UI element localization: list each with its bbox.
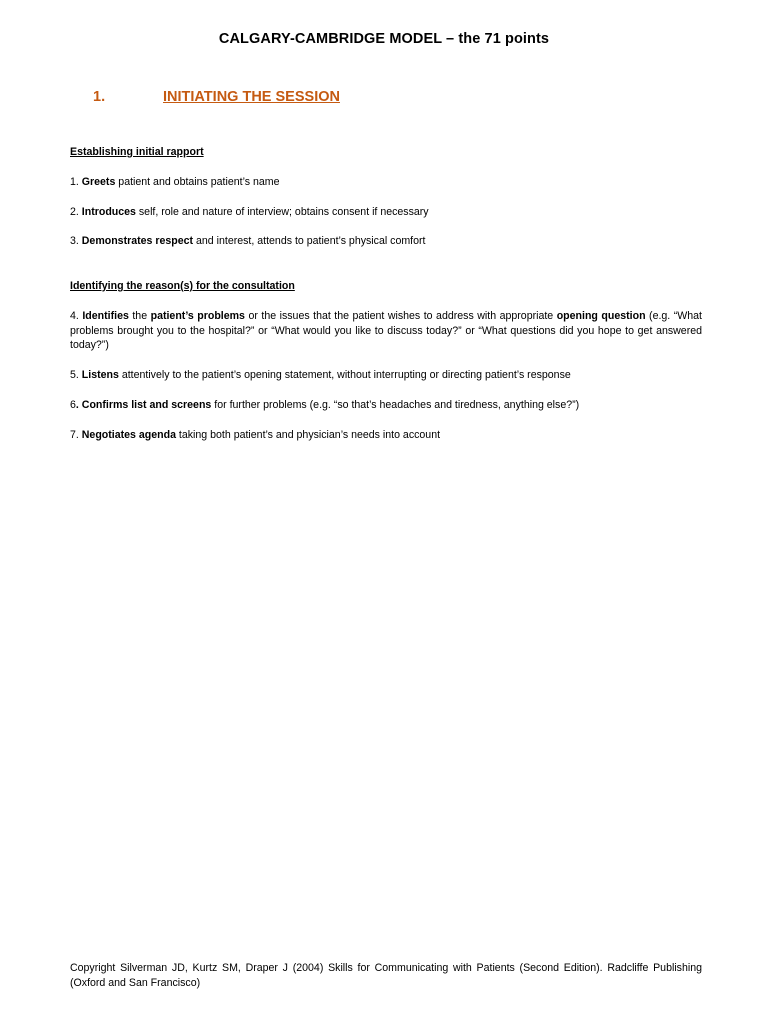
item-keyword: Demonstrates respect: [81, 235, 194, 247]
item-text: taking both patient’s and physician’s needs into account: [175, 429, 441, 441]
item-text: the: [128, 310, 151, 322]
item-keyword: Introduces: [81, 206, 136, 218]
item-text: and interest, attends to patient’s physical comfort: [193, 235, 426, 247]
item-keyword: Greets: [81, 176, 116, 188]
item-number: 4.: [70, 310, 83, 322]
document-title: CALGARY-CAMBRIDGE MODEL – the 71 points: [218, 31, 550, 47]
item-keyword: . Confirms list and screens: [75, 399, 212, 411]
item-text: or the issues that the patient wishes to address with appropriate: [244, 310, 557, 322]
section-title: INITIATING THE SESSION: [163, 89, 340, 105]
item-number: 1.: [70, 176, 82, 188]
section-heading: [93, 89, 340, 105]
subsection-reasons-heading: [70, 279, 702, 294]
copyright-footer: Copyright Silverman JD, Kurtz SM, Draper J (2004) Skills for Communicating with Patients (Second Edition). Radcliffe Publishing (Oxford and San Francisco): [70, 962, 702, 989]
list-item-7: [70, 428, 702, 443]
subsection-heading: Establishing initial rapport: [70, 146, 204, 158]
item-number: 2.: [70, 206, 82, 218]
list-item-4: [70, 309, 702, 353]
item-text: (e.g. “What problems brought you to the hospital?” or “What would you like to discuss today?” or “What questions did you hope to get answered today?”): [70, 310, 703, 351]
list-item-3: [70, 234, 702, 249]
list-item-2: [70, 205, 702, 220]
list-item-5: [70, 368, 702, 383]
subsection-heading: Identifying the reason(s) for the consultation: [70, 280, 295, 292]
item-keyword: Negotiates agenda: [81, 429, 176, 441]
subsection-rapport-heading: [70, 145, 702, 160]
item-number: 7.: [70, 429, 82, 441]
item-text: for further problems (e.g. “so that’s headaches and tiredness, anything else?”): [211, 399, 580, 411]
list-item-6: [70, 398, 702, 413]
item-text: self, role and nature of interview; obtains consent if necessary: [135, 206, 429, 218]
item-number: 3.: [70, 235, 82, 247]
item-keyword: Identifies: [82, 310, 129, 322]
item-keyword: Listens: [81, 369, 119, 381]
list-item-1: [70, 175, 702, 190]
item-number: 6: [70, 399, 76, 411]
item-number: 5.: [70, 369, 82, 381]
item-text: attentively to the patient’s opening statement, without interrupting or directing patient’s response: [118, 369, 571, 381]
section-number: 1.: [93, 89, 106, 105]
item-text: patient and obtains patient’s name: [115, 176, 280, 188]
item-keyword: opening question: [556, 310, 646, 322]
item-keyword: patient’s problems: [150, 310, 245, 322]
